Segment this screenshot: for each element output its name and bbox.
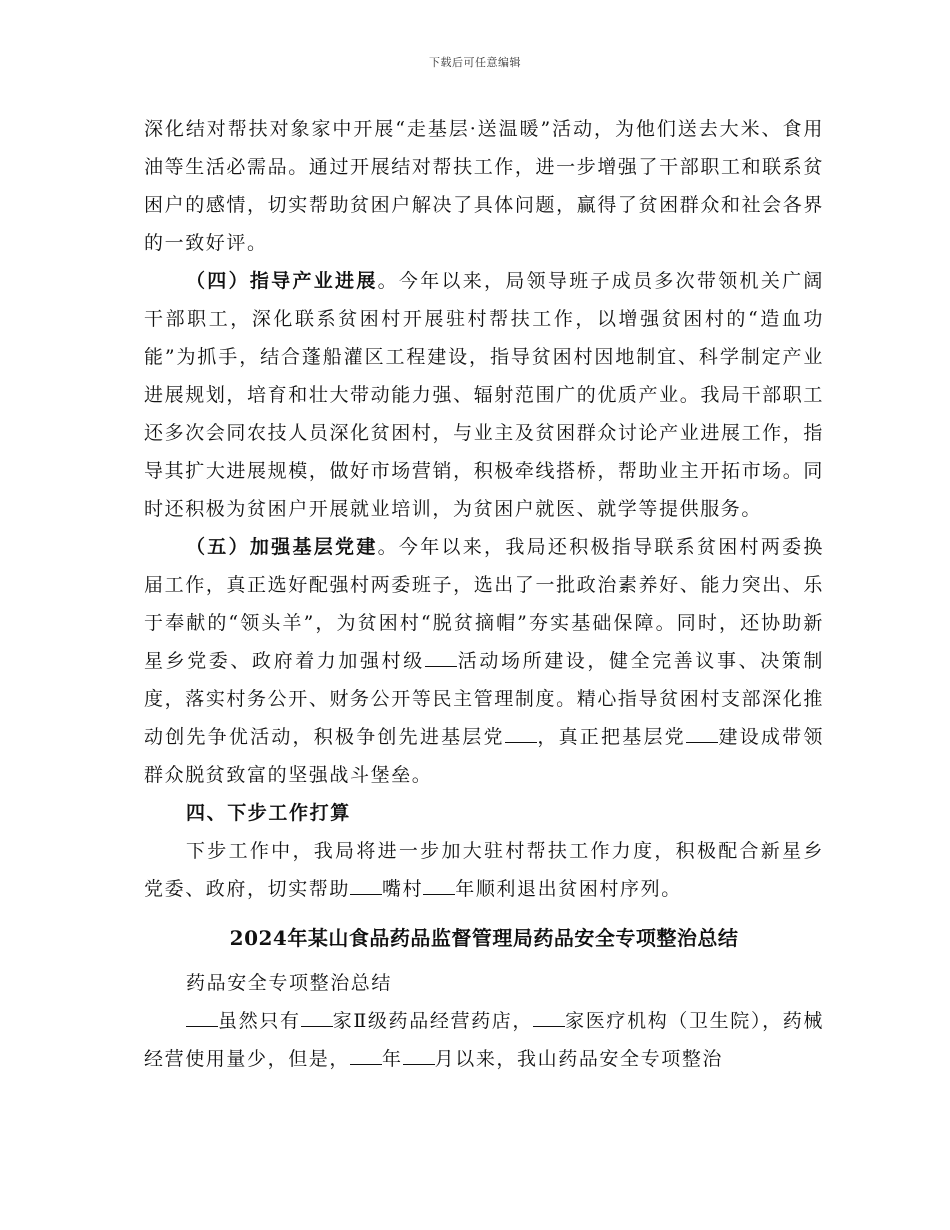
paragraph-1: [144, 110, 824, 262]
blank-field: [403, 1042, 435, 1065]
paragraph-industry-text: 。今年以来，局领导班子成员多次带领机关广阔干部职工，深化联系贫困村开展驻村帮扶工作，以增强贫困村的“造血功能”为抓手，结合蓬船灌区工程建设，指导贫困村因地制宜、科学制定产业进展规划，培育和壮大带动能力强、辐射范围广的优质产业。我局干部职工还多次会同农技人员深化贫困村，与业主及贫困群众讨论产业进展工作，指导其扩大进展规模，做好市场营销，积极牵线搭桥，帮助业主开拓市场。同时还积极为贫困户开展就业培训，为贫困户就医、就学等提供服务。: [144, 270, 824, 520]
drug-safety-text-e: 月以来，我山药品安全专项整治: [434, 1048, 724, 1070]
blank-field: [425, 644, 457, 667]
drug-safety-text-c: 家医疗机构（卫生院），药械经营使用量少，但是，: [144, 1010, 824, 1070]
next-steps-text-c: 年顺利退出贫困村序列。: [455, 878, 682, 900]
next-steps-text-a: 下步工作中，我局将进一步加大驻村帮扶工作力度，积极配合新星乡党委、政府，切实帮助: [144, 840, 824, 900]
paragraph-next-steps: [144, 832, 824, 908]
blank-field: [423, 872, 455, 895]
party-building-text-c: ，真正把基层党: [536, 726, 686, 748]
document-subtitle: 药品安全专项整治总结: [186, 972, 393, 994]
party-building-text-b: 活动场所建设，健全完善议事、决策制度，落实村务公开、财务公开等民主管理制度。精心指导贫困村支部深化推动创先争优活动，积极争创先进基层党: [144, 650, 824, 748]
paragraph-party-building: [144, 528, 824, 794]
paragraph-1-text: 深化结对帮扶对象家中开展“走基层·送温暖”活动，为他们送去大米、食用油等生活必需品。通过开展结对帮扶工作，进一步增强了干部职工和联系贫困户的感情，切实帮助贫困户解决了具体问题，赢得了贫困群众和社会各界的一致好评。: [144, 118, 824, 254]
document-body: [144, 110, 824, 1078]
drug-safety-text-d: 年: [382, 1048, 403, 1070]
next-steps-text-b: 嘴村: [382, 878, 424, 900]
blank-field: [686, 720, 718, 743]
section-heading-next-steps: 四、下步工作打算: [186, 802, 351, 824]
blank-field: [350, 1042, 382, 1065]
paragraph-industry: [144, 262, 824, 528]
blank-field: [505, 720, 537, 743]
blank-field: [186, 1004, 218, 1027]
drug-safety-text-b: 家Ⅱ级药品经营药店，: [332, 1010, 534, 1032]
page-header-note: 下载后可任意编辑: [429, 56, 521, 69]
paragraph-drug-safety: [144, 1002, 824, 1078]
party-building-text-d: 建设成带领群众脱贫致富的坚强战斗堡垒。: [144, 726, 824, 786]
blank-field: [533, 1004, 565, 1027]
document-title: 2024年某山食品药品监督管理局药品安全专项整治总结: [229, 926, 739, 950]
heading-party-building: （五）加强基层党建: [186, 536, 378, 558]
blank-field: [350, 872, 382, 895]
heading-industry: （四）指导产业进展: [186, 270, 378, 292]
party-building-text-a: 。今年以来，我局还积极指导联系贫困村两委换届工作，真正选好配强村两委班子，选出了一批政治素养好、能力突出、乐于奉献的“领头羊”，为贫困村“脱贫摘帽”夯实基础保障。同时，还协助新星乡党委、政府着力加强村级: [144, 536, 824, 672]
drug-safety-text-a: 虽然只有: [218, 1010, 301, 1032]
blank-field: [301, 1004, 333, 1027]
